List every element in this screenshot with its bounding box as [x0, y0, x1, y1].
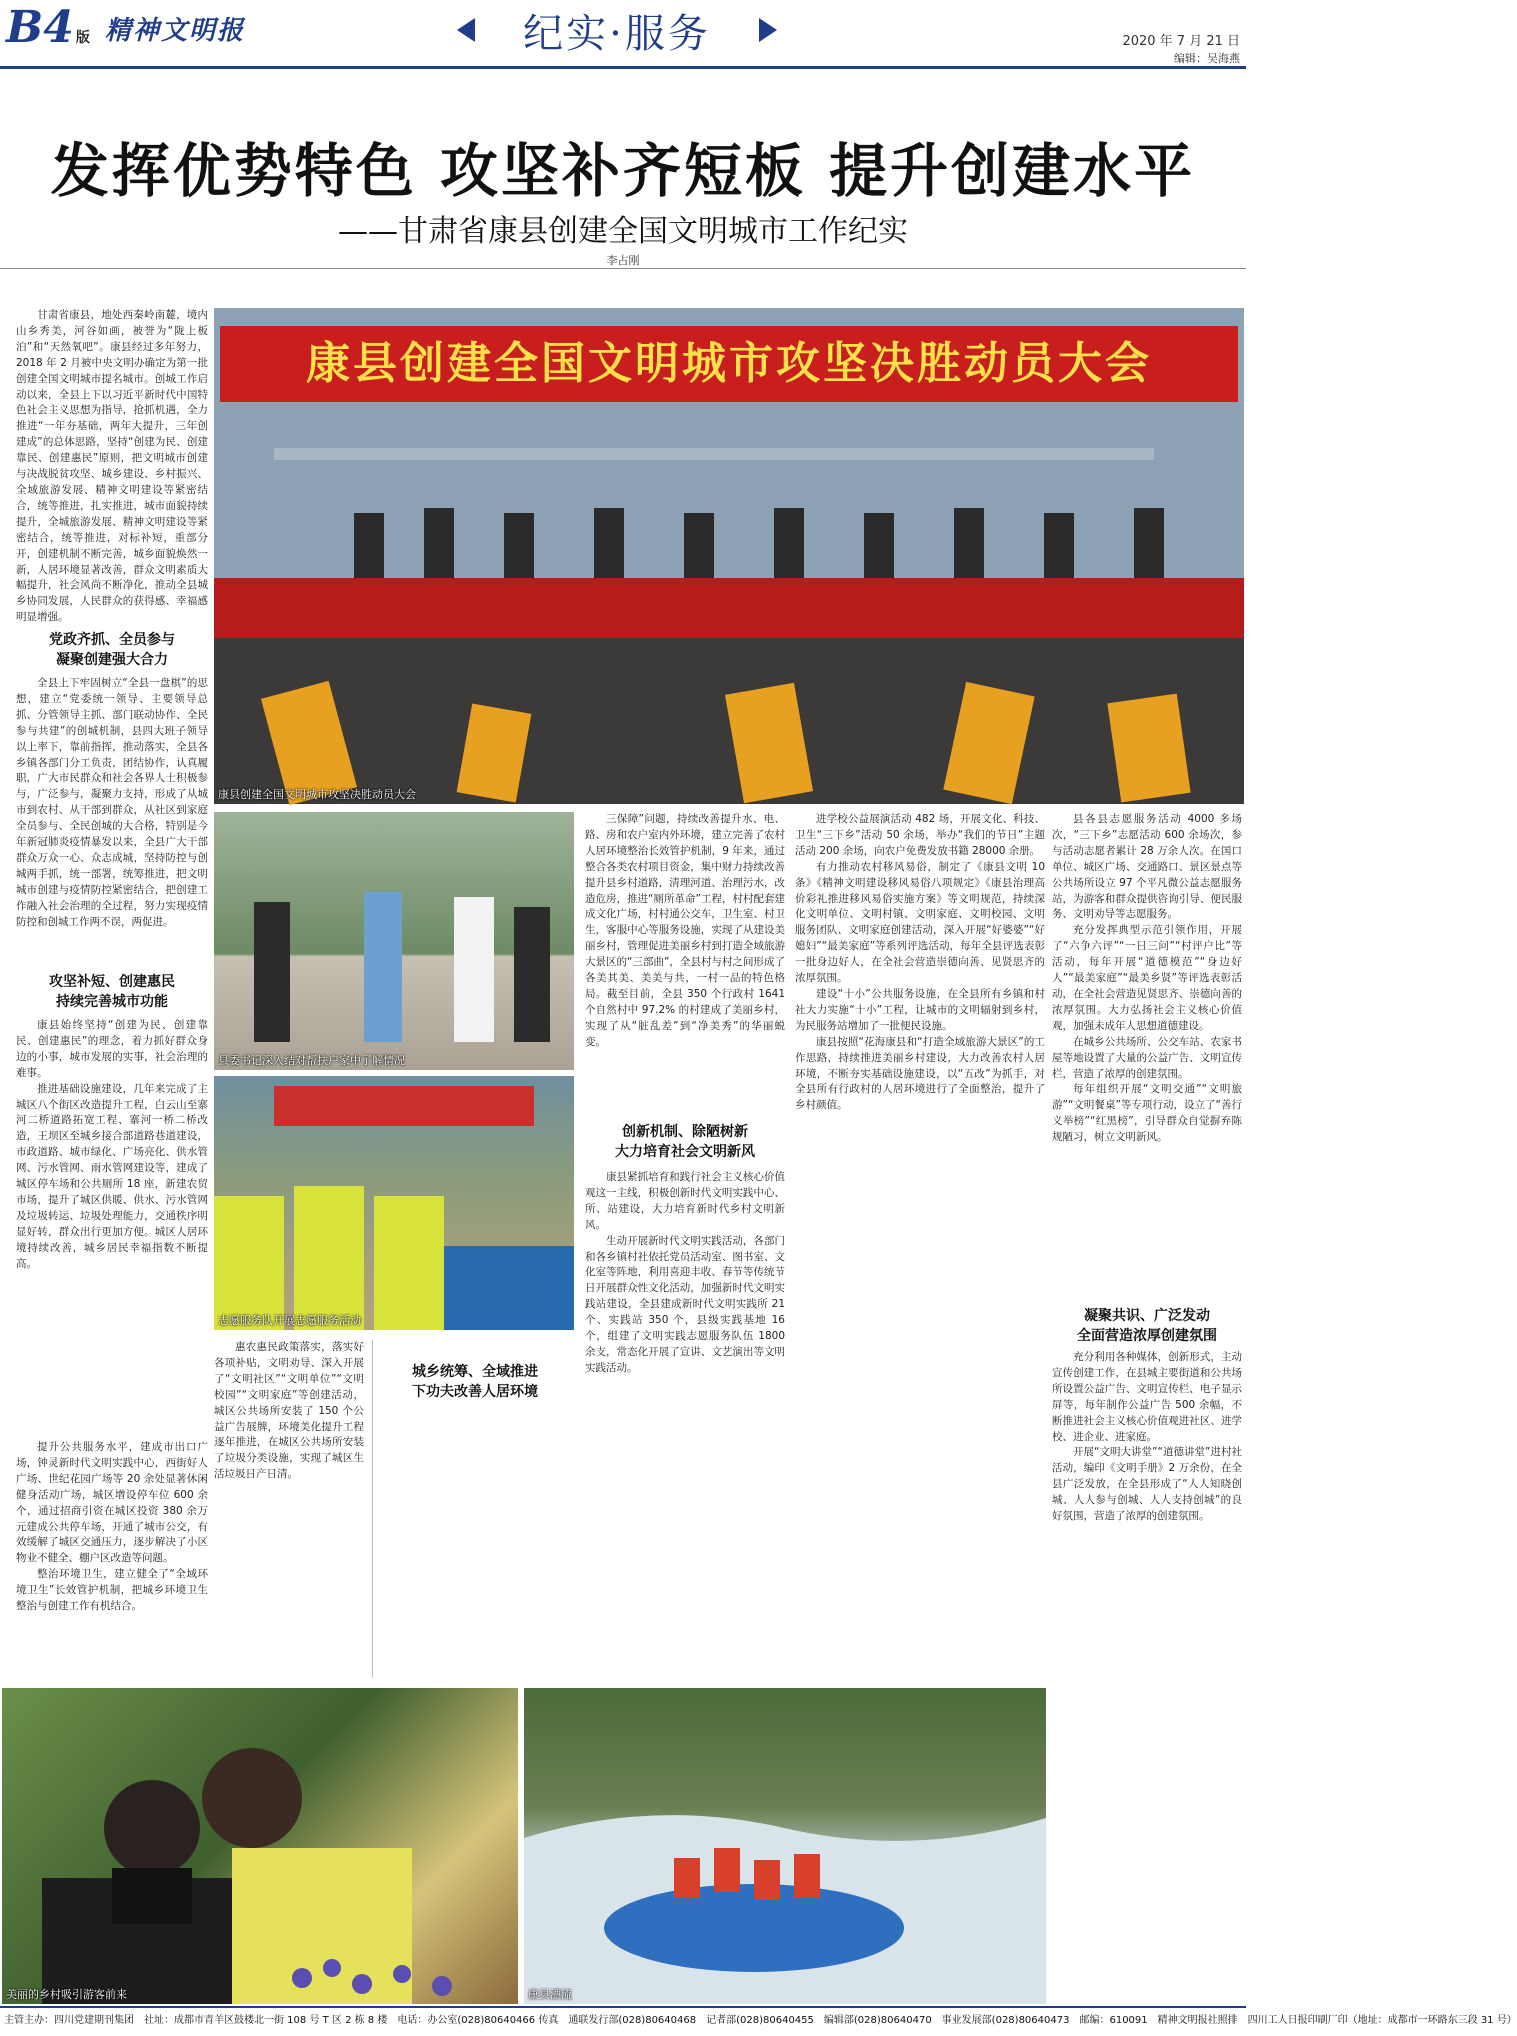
left-triangle-icon	[457, 18, 475, 42]
paragraph: 推进基础设施建设，几年来完成了主城区八个街区改造提升工程，白云山至寨河二桥道路拓宽工程、寨河一桥二桥改造，王坝区至城乡接合部道路巷道建设，市政道路、城市绿化、广场亮化、供水管网、污水管网、雨水管网建设等，建成了城区停车场和公共厕所 18 座，新建农贸市场，提升了城区供暖、供水、污水管网及垃圾转运、垃圾处理能力，交通秩序明显好转，群众出行更加方便。城区人居环境持续改善，城乡居民幸福指数不断提高。	[16, 1082, 208, 1270]
column-2-bottom	[585, 1170, 785, 1678]
paragraph: 每年组织开展“文明交通”“文明旅游”“文明餐桌”等专项行动，设立了“善行义举榜”“红黑榜”，引导群众自觉摒弃陈规陋习，树立文明新风。	[1052, 1083, 1242, 1144]
paragraph: 提升公共服务水平，建成市出口广场，钟灵新时代文明实践中心，西街好人广场、世纪花园广场等 20 余处显著休闲健身活动广场，城区增设停车位 600 余个，通过招商引资在城区投资 380 余万元建成公共停车场，开通了城市公交，有效缓解了城区交通压力，逐步解决了小区物业不健全、棚户区改造等问题。	[16, 1441, 208, 1565]
paragraph: 康县始终坚持“创建为民、创建靠民、创建惠民”的理念，着力抓好群众身边的小事，城市发展的实事，社会治理的难事。	[16, 1019, 208, 1079]
paragraph: 县各县志愿服务活动 4000 多场次，“三下乡”志愿活动 600 余场次，参与活动志愿者累计 28 万余人次。在国口单位、城区广场、交通路口、景区景点等公共场所设立 97 个平凡微公益志愿服务站，为游客和群众提供咨询引导、便民服务、文明劝导等志愿服务。	[1052, 813, 1242, 921]
subhead-2: 攻坚补短、创建惠民 持续完善城市功能	[49, 974, 175, 1010]
paragraph: 生动开展新时代文明实践活动，各部门和各乡镇村社依托党员活动室、图书室、文化室等阵地，利用喜迎丰收、春节等传统节日开展群众性文化活动，加强新时代文明实践站建设，全县建成新时代文明实践所 21 个、实践站 350 个，县级实践基地 16 个，组建了文明实践志愿服务队伍 1800 余支，常态化开展了宣讲、文艺演出等文明实践活动。	[585, 1234, 785, 1374]
headline: 发挥优势特色 攻坚补齐短板 提升创建水平	[50, 137, 1196, 205]
subhead-1: 党政齐抓、全员参与 凝聚创建强大合力	[49, 632, 175, 668]
page-number: B4 版	[6, 2, 90, 53]
right-triangle-icon	[759, 18, 777, 42]
section-header	[447, 0, 787, 62]
banner-text: 康县创建全国文明城市攻坚决胜动员大会	[306, 338, 1152, 389]
paragraph: 全县上下牢固树立“全县一盘棋”的思想，建立“党委统一领导、主要领导总抓、分管领导主抓、部门联动协作、全民参与共建”的创城机制，县四大班子领导以上率下，靠前指挥，推动落实，全县各乡镇各部门分工负责，团结协作，认真履职，广大市民群众和社会各界人士积极参与，广泛参与，凝聚力支持，形成了从城市到农村、从干部到群众，从社区到家庭全员参与、全民创城的大合格，特别是今年新冠肺炎疫情暴发以来，全县广大干部群众万众一心、众志成城，坚持防控与创城两手抓，统一部署，统筹推进，把文明城市创建与疫情防控紧密结合，把创建工作融入社会治理的全过程，努力实现疫情防控和创城工作两不误，两促进。	[16, 677, 208, 928]
photo-field-visit	[214, 812, 574, 1070]
paragraph: 充分利用各种媒体，创新形式，主动宣传创建工作，在县城主要街道和公共场所设置公益广告、文明宣传栏、电子显示屏等，每年制作公益广告 500 余幅，不断推进社会主义核心价值观进社区、进学校、进企业、进家庭。	[1052, 1351, 1242, 1443]
paragraph: 三保障”问题，持续改善提升水、电、路、房和农户室内外环境，建立完善了农村人居环境整治长效管护机制，9 年来，通过整合各类农村项目资金，集中财力持续改善提升县乡村道路，清理河道、治理污水，改造危房，推进“厕所革命”工程，村村配套建成文化广场，村村通公交车，卫生室、村卫生，客服中心等服务设施，实现了从建设美丽乡村，管理促进美丽乡村到打造全域旅游大景区的“三部曲”，全县村与村之间形成了各美其美、美美与共，一村一品的特色格局。截至目前，全县 350 个行政村 1641 个自然村中 97.2% 的村建成了美丽乡村，实现了从“脏乱差”到“净美秀”的华丽蜕变。	[585, 813, 785, 1048]
camera-icon	[112, 1868, 192, 1924]
paragraph: 开展“文明大讲堂”“道德讲堂”进村社活动，编印《文明手册》2 万余份，在全县广泛发放，在全县形成了“人人知晓创城、人人参与创城、人人支持创城”的良好氛围，营造了浓厚的创建氛围。	[1052, 1446, 1242, 1523]
person-head	[202, 1748, 302, 1848]
subhead-5: 凝聚共识、广泛发动 全面营造浓厚创建氛围	[1077, 1308, 1217, 1344]
person-body	[232, 1848, 412, 2004]
rafting-illustration	[524, 1688, 1046, 2004]
masthead-rule	[0, 66, 1246, 69]
paragraph: 惠农惠民政策落实，落实好各项补贴，文明劝导、深入开展了“文明社区”“文明单位”“文明校园”“文明家庭”等创建活动，城区公共场所安装了 150 个公益广告展牌，环境美化提升工程逐年推进，在城区公共场所安装了垃圾分类设施，实现了城区生活垃圾日产日清。	[214, 1341, 364, 1481]
paragraph: 建设“十小”公共服务设施，在全县所有乡镇和村社大力实施“十小”工程，让城市的文明辐射到乡村，为民服务站增加了一批便民设施。	[795, 987, 1045, 1032]
editor-credit: 编辑：吴海燕	[1174, 52, 1240, 65]
photo-caption: 志愿服务队开展志愿服务活动	[218, 1314, 361, 1327]
volunteers-illustration	[214, 1076, 574, 1330]
table	[444, 1246, 574, 1330]
traffic-police	[214, 1186, 444, 1330]
photo-caption: 康县创建全国文明城市攻坚决胜动员大会	[218, 788, 416, 801]
column-1-section-1	[16, 676, 208, 964]
paper-name: 精神文明报	[105, 16, 246, 46]
column-4-top	[1052, 812, 1242, 1292]
paragraph: 整治环境卫生，建立健全了“全域环境卫生”长效管护机制，把城乡环境卫生整治与创建工作有机结合。	[16, 1568, 208, 1613]
issue-date: 2020 年 7 月 21 日	[1122, 34, 1240, 49]
paragraph: 在城乡公共场所、公交车站、农家书屋等地设置了大量的公益广告、文明宣传栏，营造了浓厚的创建氛围。	[1052, 1035, 1242, 1080]
paragraph: 康县按照“花海康县和“打造全域旅游大景区”的工作思路，持续推进美丽乡村建设，大力改善农村人居环境，不断夯实基础设施建设，以“五改”为抓手，对全县所有行政村的人居环境进行了全面整治，提升了乡村颜值。	[795, 1035, 1045, 1112]
subheadline: ——甘肃省康县创建全国文明城市工作纪实	[338, 214, 908, 249]
paragraph: 充分发挥典型示范引领作用，开展了“六争六评”“一日三问”“村评户比”等活动，每年开展“道德模范”“身边好人”“最美家庭”“最美乡贤”等评选表彰活动，在全社会营造见贤思齐、崇德向善的浓厚氛围。大力弘扬社会主义核心价值观，加强未成年人思想道德建设。	[1052, 924, 1242, 1032]
column-4-bottom	[1052, 1350, 1242, 2000]
column-1-bottom	[16, 1440, 208, 1682]
footer-info: 主管主办：四川党建期刊集团 社址：成都市青羊区鼓楼北一街 108 号 T 区 2 栋 8 楼 电话：办公室(028)80640466 传真 通联发行部(028)80640468 记者部(028)80640455 编辑部(028)80640470 事业发展部(028)80640473 邮编：610091 精神文明报社照排 四川工人日报印刷厂印（地址：成都市一环路东三段 31 号）	[0, 2006, 1246, 2036]
section-title: 纪实·服务	[523, 11, 711, 57]
photo-caption: 美丽的乡村吸引游客前来	[6, 1988, 127, 2001]
column-1-section-2	[16, 1018, 208, 1438]
field-visit-illustration	[214, 812, 574, 1070]
column-1-intro	[16, 308, 208, 648]
audience-area	[214, 638, 1244, 804]
subhead-3: 创新机制、除陋树新 大力培育社会文明新风	[615, 1124, 755, 1160]
photographers-illustration	[2, 1688, 518, 2004]
stage-panel	[274, 448, 1154, 460]
photo-caption: 康县漂流	[528, 1988, 572, 2001]
banner	[274, 1086, 534, 1126]
headline-divider	[0, 268, 1246, 269]
column-2-top	[585, 812, 785, 1102]
byline: 李占刚	[606, 254, 640, 267]
column-divider	[372, 1340, 373, 1678]
column-mid-a	[214, 1340, 364, 1678]
photo-mobilization-meeting	[214, 308, 1244, 804]
subhead-4: 城乡统筹、全域推进 下功夫改善人居环境	[412, 1364, 538, 1400]
photo-caption: 县委书记深入结对帮扶户家中了解情况	[218, 1054, 405, 1067]
stage-edge	[214, 578, 1244, 638]
paragraph: 康县紧抓培育和践行社会主义核心价值观这一主线，积极创新时代文明实践中心、所、站建设，大力培育新时代乡村文明新风。	[585, 1171, 785, 1231]
paragraph: 进学校公益展演活动 482 场，开展文化、科技、卫生“三下乡”活动 50 余场，举办“我们的节日”主题活动 200 余场，向农户免费发放书籍 28000 余册。	[795, 813, 1045, 857]
paragraph: 甘肃省康县，地处西秦岭南麓，境内山乡秀美，河谷如画，被誉为“陇上板泊”和“天然氧吧”。康县经过多年努力，2018 年 2 月被中央文明办确定为第一批创建全国文明城市提名城市。创城工作启动以来，全县上下以习近平新时代中国特色社会主义思想为指导，抢抓机遇，全力推进“一年夯基础，两年大提升，三年创建成”的总体思路，坚持“创建为民、创建靠民、创建惠民”原则，把文明城市创建与决战脱贫攻坚、城乡建设、乡村振兴、全域旅游发展、精神文明建设等紧密结合，统等推进，扎实推进，城市面貌持续提升，全城旅游发展、精神文明建设等紧密结合，统等推进，对标补短，重部分开，创建机制不断完善，城乡面貌焕然一新，人居环境显著改善，群众文明素质大幅提升，社会风尚不断净化，推动全县城乡协同发展，人民群众的获得感、幸福感明显增强。	[16, 309, 208, 624]
photo-volunteers	[214, 1076, 574, 1330]
person-head	[104, 1780, 200, 1876]
photo-photographers	[2, 1688, 518, 2004]
paragraph: 有力推动农村移风易俗，制定了《康县文明 10 条》《精神文明建设移风易俗八项规定》《康县治理高价彩礼推进移风易俗实施方案》等文明规范，持续深化文明单位、文明村镇、文明家庭、文明校园、文明服务团队、文明家庭创建活动，深入开展“好婆婆”“好媳妇”“最美家庭”等系列评选活动，每年全县评选表彰一批身边好人，在全社会营造崇德向善、见贤思齐的浓厚氛围。	[795, 860, 1045, 985]
people	[254, 892, 550, 1042]
column-3	[795, 812, 1045, 1678]
photo-rafting	[524, 1688, 1046, 2004]
